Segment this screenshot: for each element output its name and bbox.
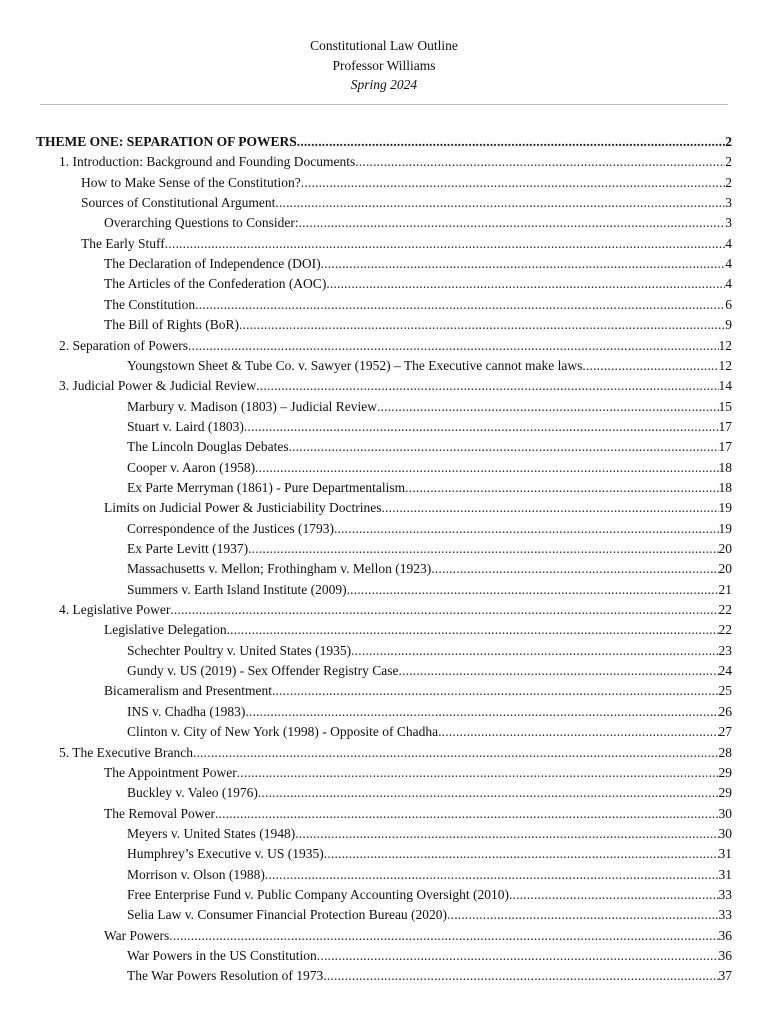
toc-page-number: 19: [718, 500, 732, 516]
toc-entry[interactable]: [104, 927, 732, 945]
toc-page-number: 19: [718, 520, 732, 536]
toc-entry-title: Buckley v. Valeo (1976): [127, 785, 258, 801]
toc-entry[interactable]: [127, 560, 732, 578]
toc-dot-leader: [188, 337, 719, 355]
toc-entry-title: 3. Judicial Power & Judicial Review: [59, 378, 257, 394]
toc-dot-leader: [256, 377, 718, 395]
toc-entry-title: Marbury v. Madison (1803) – Judicial Review: [127, 398, 377, 414]
toc-entry-title: Sources of Constitutional Argument: [81, 195, 276, 211]
toc-entry[interactable]: [104, 214, 732, 232]
toc-dot-leader: [317, 947, 719, 965]
toc-page-number: 12: [718, 337, 732, 353]
toc-page-number: 14: [718, 378, 732, 394]
toc-page-number: 21: [718, 581, 732, 597]
toc-entry-title: The Lincoln Douglas Debates: [127, 439, 289, 455]
toc-page-number: 18: [718, 459, 732, 475]
toc-entry[interactable]: [104, 275, 732, 293]
toc-page-number: 33: [718, 886, 732, 902]
toc-entry[interactable]: [59, 377, 732, 395]
toc-page-number: 12: [718, 357, 732, 373]
toc-entry[interactable]: [127, 967, 732, 985]
toc-dot-leader: [258, 784, 719, 802]
document-header: [0, 36, 768, 95]
toc-dot-leader: [215, 805, 719, 823]
toc-page-number: 17: [718, 418, 732, 434]
toc-entry-title: Massachusetts v. Mellon; Frothingham v. Mellon (1923): [127, 561, 432, 577]
toc-entry-title: Limits on Judicial Power & Justiciability Doctrines: [104, 500, 382, 516]
toc-page-number: 17: [718, 439, 732, 455]
toc-dot-leader: [324, 845, 719, 863]
toc-dot-leader: [447, 906, 718, 924]
toc-entry-title: The Declaration of Independence (DOI): [104, 256, 321, 272]
toc-entry-title: Schechter Poultry v. United States (1935): [127, 642, 352, 658]
toc-entry[interactable]: [127, 703, 732, 721]
toc-entry[interactable]: [59, 744, 732, 762]
toc-dot-leader: [297, 133, 725, 151]
toc-entry-title: Humphrey’s Executive v. US (1935): [127, 846, 324, 862]
toc-entry-title: Free Enterprise Fund v. Public Company Accounting Oversight (2010): [127, 886, 509, 902]
toc-dot-leader: [295, 825, 718, 843]
toc-entry[interactable]: [36, 133, 732, 151]
toc-dot-leader: [355, 153, 725, 171]
toc-page-number: 2: [725, 134, 732, 149]
toc-entry-title: The Appointment Power: [104, 764, 237, 780]
toc-entry-title: War Powers: [104, 927, 170, 943]
toc-page-number: 36: [718, 948, 732, 963]
toc-dot-leader: [377, 398, 719, 416]
toc-entry[interactable]: [59, 153, 732, 171]
toc-entry[interactable]: [127, 398, 732, 416]
toc-entry-title: 4. Legislative Power: [59, 602, 171, 618]
toc-dot-leader: [323, 967, 718, 985]
toc-entry[interactable]: [127, 784, 732, 802]
toc-dot-leader: [255, 459, 718, 477]
toc-entry[interactable]: [104, 296, 732, 314]
toc-entry[interactable]: [127, 520, 732, 538]
toc-page-number: 33: [718, 907, 732, 923]
toc-entry-title: Correspondence of the Justices (1793): [127, 520, 334, 536]
toc-dot-leader: [334, 520, 719, 538]
toc-entry-title: 2. Separation of Powers: [59, 337, 188, 353]
toc-entry[interactable]: [104, 621, 732, 639]
toc-page-number: 3: [725, 195, 732, 211]
toc-page-number: 4: [725, 235, 732, 251]
toc-dot-leader: [165, 235, 726, 253]
toc-page-number: 22: [718, 602, 732, 618]
toc-entry-title: Cooper v. Aaron (1958): [127, 459, 256, 475]
toc-entry-title: Morrison v. Olson (1988): [127, 866, 265, 882]
toc-entry-title: Meyers v. United States (1948): [127, 825, 296, 841]
toc-page-number: 37: [718, 968, 732, 984]
toc-entry[interactable]: [127, 642, 732, 660]
toc-page-number: 31: [718, 866, 732, 882]
toc-entry[interactable]: [104, 764, 732, 782]
toc-entry[interactable]: [127, 418, 732, 436]
toc-page-number: 30: [718, 825, 732, 841]
toc-dot-leader: [289, 438, 719, 456]
toc-entry[interactable]: [81, 174, 732, 192]
toc-entry-title: Stuart v. Laird (1803): [127, 418, 244, 434]
toc-entry-title: 1. Introduction: Background and Founding Documents: [59, 154, 356, 170]
toc-entry[interactable]: [104, 255, 732, 273]
toc-page-number: 27: [718, 724, 732, 740]
toc-dot-leader: [265, 866, 719, 884]
toc-page-number: 20: [718, 561, 732, 577]
toc-page-number: 6: [725, 296, 732, 312]
toc-entry[interactable]: [127, 540, 732, 558]
toc-entry[interactable]: [59, 337, 732, 355]
toc-dot-leader: [347, 581, 719, 599]
toc-dot-leader: [301, 174, 726, 192]
toc-entry-title: Legislative Delegation: [104, 622, 227, 638]
toc-entry[interactable]: [104, 499, 732, 517]
toc-entry-title: Gundy v. US (2019) - Sex Offender Registry Case: [127, 663, 399, 679]
toc-entry[interactable]: [127, 662, 732, 680]
toc-dot-leader: [237, 764, 719, 782]
toc-entry[interactable]: [104, 682, 732, 700]
toc-page-number: 15: [718, 398, 732, 414]
toc-entry[interactable]: [127, 438, 732, 456]
toc-entry[interactable]: [127, 947, 732, 965]
toc-page-number: 4: [725, 276, 732, 292]
toc-dot-leader: [405, 479, 718, 497]
toc-entry-title: The War Powers Resolution of 1973: [127, 968, 324, 984]
toc-page-number: 28: [718, 744, 732, 760]
toc-page-number: 26: [718, 703, 732, 719]
toc-entry-title: Clinton v. City of New York (1998) - Opposite of Chadha: [127, 724, 439, 740]
toc-entry[interactable]: [127, 825, 732, 843]
toc-page-number: 23: [718, 642, 732, 658]
toc-entry[interactable]: [127, 845, 732, 863]
toc-dot-leader: [272, 682, 719, 700]
toc-dot-leader: [227, 621, 719, 639]
toc-page-number: 24: [718, 663, 732, 679]
toc-entry-title: The Bill of Rights (BoR): [104, 317, 239, 333]
toc-entry-title: How to Make Sense of the Constitution?: [81, 174, 301, 190]
toc-page-number: 2: [725, 154, 732, 170]
toc-entry-title: Ex Parte Levitt (1937): [127, 541, 249, 556]
toc-dot-leader: [326, 275, 725, 293]
toc-entry-title: INS v. Chadha (1983): [127, 703, 246, 719]
toc-entry-title: The Articles of the Confederation (AOC): [104, 276, 327, 292]
toc-dot-leader: [248, 540, 718, 558]
toc-dot-leader: [275, 194, 725, 212]
toc-entry-title: War Powers in the US Constitution: [127, 948, 317, 963]
toc-dot-leader: [509, 886, 719, 904]
toc-dot-leader: [299, 214, 726, 232]
document-title: Constitutional Law Outline: [310, 38, 458, 53]
toc-page-number: 22: [718, 622, 732, 638]
toc-entry[interactable]: [104, 316, 732, 334]
toc-page-number: 30: [718, 805, 732, 821]
toc-entry[interactable]: [127, 479, 732, 497]
toc-entry[interactable]: [81, 235, 732, 253]
toc-dot-leader: [169, 927, 718, 945]
toc-page-number: 29: [718, 785, 732, 801]
toc-entry-title: 5. The Executive Branch: [59, 744, 193, 760]
toc-dot-leader: [438, 723, 718, 741]
toc-entry-title: Bicameralism and Presentment: [104, 683, 272, 699]
toc-dot-leader: [381, 499, 718, 517]
document-term: Spring 2024: [350, 77, 418, 92]
toc-entry-title: Overarching Questions to Consider:: [104, 215, 299, 231]
toc-page-number: 20: [718, 541, 732, 556]
toc-entry[interactable]: [81, 194, 732, 212]
toc-dot-leader: [321, 255, 726, 273]
toc-dot-leader: [351, 642, 718, 660]
toc-entry[interactable]: [127, 723, 732, 741]
toc-entry[interactable]: [104, 805, 732, 823]
document-author: Professor Williams: [332, 57, 436, 73]
toc-entry[interactable]: [127, 581, 732, 599]
toc-page-number: 18: [718, 479, 732, 495]
toc-dot-leader: [398, 662, 718, 680]
toc-entry-title: The Removal Power: [104, 805, 215, 821]
toc-dot-leader: [170, 601, 718, 619]
toc-entry[interactable]: [127, 459, 732, 477]
toc-dot-leader: [195, 296, 725, 314]
toc-page-number: 36: [718, 927, 732, 943]
toc-entry[interactable]: [127, 886, 732, 904]
toc-entry-title: Summers v. Earth Island Institute (2009): [127, 581, 347, 597]
toc-dot-leader: [244, 418, 719, 436]
toc-entry-title: The Constitution: [104, 296, 196, 312]
toc-entry[interactable]: [127, 906, 732, 924]
toc-page-number: 3: [725, 215, 732, 231]
toc-entry[interactable]: [127, 866, 732, 884]
toc-dot-leader: [582, 357, 718, 375]
toc-entry[interactable]: [127, 357, 732, 375]
toc-entry-title: The Early Stuff: [81, 235, 165, 251]
toc-page-number: 25: [718, 683, 732, 699]
toc-entry-title: THEME ONE: SEPARATION OF POWERS: [36, 134, 297, 149]
toc-entry-title: Youngstown Sheet & Tube Co. v. Sawyer (1952) – The Executive cannot make laws: [127, 357, 583, 373]
header-divider: [40, 104, 728, 105]
toc-dot-leader: [245, 703, 718, 721]
toc-page-number: 31: [718, 846, 732, 862]
toc-entry-title: Selia Law v. Consumer Financial Protection Bureau (2020): [127, 907, 448, 923]
toc-dot-leader: [239, 316, 725, 334]
toc-dot-leader: [193, 744, 719, 762]
toc-dot-leader: [431, 560, 718, 578]
toc-page-number: 4: [725, 256, 732, 272]
toc-entry[interactable]: [59, 601, 732, 619]
toc-page-number: 9: [725, 317, 732, 333]
toc-page-number: 2: [725, 174, 732, 190]
toc-entry-title: Ex Parte Merryman (1861) - Pure Departmentalism: [127, 479, 406, 495]
toc-page-number: 29: [718, 764, 732, 780]
